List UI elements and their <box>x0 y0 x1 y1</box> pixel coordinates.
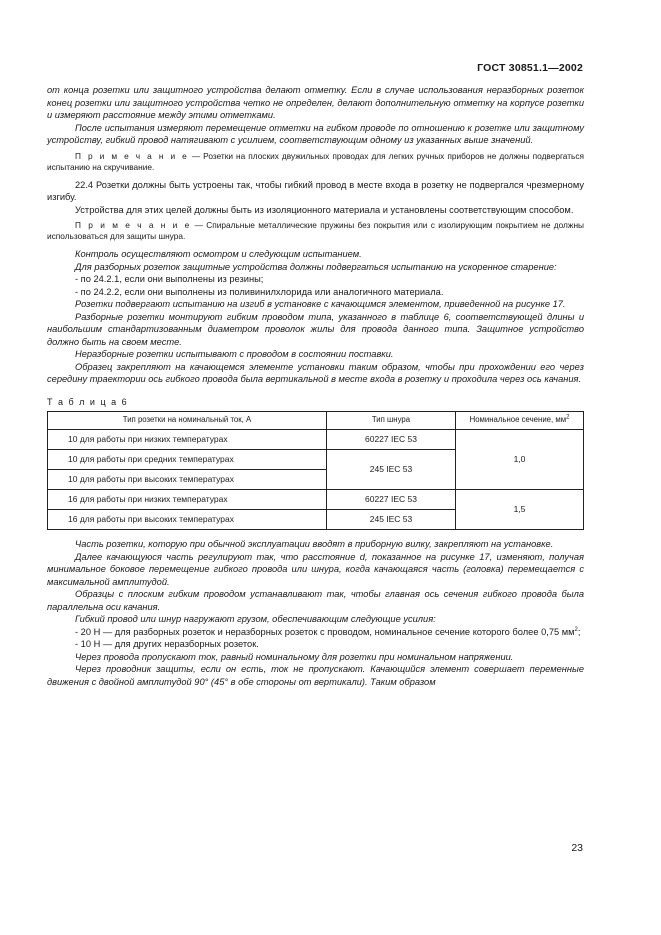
note <box>47 151 584 173</box>
list-item: - 20 Н — для разборных розеток и неразборных розеток с проводом, номинальное сечение которого более 0,75 $мм^2$; <box>75 626 581 637</box>
table-cell: 245 IEC 53 <box>327 450 456 490</box>
paragraph: Гибкий провод или шнур нагружают грузом, обеспечивающим следующие усилия: <box>75 614 436 624</box>
table-header-row <box>48 412 584 430</box>
table-cell: 10 для работы при высоких температурах <box>48 470 327 490</box>
note-text: — Спиральные металлические пружины без покрытия или с изолирующим покрытием не должны использоваться для защиты шнура. <box>47 220 584 241</box>
table-header: Номинальное сечение, $мм^2$ <box>456 412 584 430</box>
paragraph: Образцы с плоским гибким проводом устанавливают так, чтобы главная ось сечения гибкого провода была параллельна оси качания. <box>47 589 584 612</box>
table-cell: 1,5 <box>456 490 584 530</box>
table-row <box>48 490 584 510</box>
table-cell: 16 для работы при высоких температурах <box>48 510 327 530</box>
list-item: - 10 Н — для других неразборных розеток. <box>75 639 259 649</box>
table-header: Тип розетки на номинальный ток, А <box>48 412 327 430</box>
paragraph: Через проводник защиты, если он есть, ток не пропускают. Качающийся элемент совершает переменные движения с двойной амплитудой 90° (45° в обе стороны от вертикали). Таким образом <box>47 664 584 687</box>
paragraph: Разборные розетки монтируют гибким проводом типа, указанного в таблице 6, соответствующей длины и наибольшим стандартизованным диаметром проволок жилы для провода данного типа. Защитное устройство должно быть на своем месте. <box>47 311 584 347</box>
paragraph: Для разборных розеток защитные устройства должны подвергаться испытанию на ускоренное старение: <box>75 261 557 272</box>
page-number: 23 <box>571 842 583 854</box>
page-content <box>47 84 584 688</box>
paragraph: от конца розетки или защитного устройства делают отметку. Если в случае использования неразборных розеток конец розетки или защитного устройства четко не определен, делают дополнительную отметку на корпусе розетки и измеряют расстояние между этими отметками. <box>47 85 584 120</box>
table-cell: 60227 IEC 53 <box>327 490 456 510</box>
note-label: П р и м е ч а н и е <box>75 150 189 161</box>
paragraph: Далее качающуюся часть регулируют так, что расстояние d, показанное на рисунке 17, изменяют, получая минимальное боковое перемещение гибкого провода или шнура, когда качающаяся часть (головка) перемещается с максимальной амплитудой. <box>47 551 584 587</box>
paragraph: Часть розетки, которую при обычной эксплуатации вводят в приборную вилку, закрепляют на установке. <box>75 539 554 549</box>
table-cell: 10 для работы при низких температурах <box>48 430 327 450</box>
section-22-4: 22.4 Розетки должны быть устроены так, чтобы гибкий провод в месте входа в розетку не подвергался чрезмерному изгибу. <box>47 179 584 202</box>
paragraph: После испытания измеряют перемещение отметки на гибком проводе по отношению к розетке или защитному устройству, гибкий провод натягивают с усилием, соответствующим одному из указанных выше значений. <box>47 122 584 145</box>
paragraph: Контроль осуществляют осмотром и следующим испытанием. <box>75 249 362 259</box>
paragraph: Неразборные розетки испытывают с проводом в состоянии поставки. <box>75 349 394 359</box>
table-header: Тип шнура <box>327 412 456 430</box>
note <box>47 220 584 242</box>
table-caption: Т а б л и ц а 6 <box>47 396 129 407</box>
list-item: - по 24.2.1, если они выполнены из резины; <box>75 274 264 284</box>
paragraph: Розетки подвергают испытанию на изгиб в установке с качающимся элементом, приведенной на рисунке 17. <box>75 299 566 309</box>
table-cell: 245 IEC 53 <box>327 510 456 530</box>
table-row <box>48 430 584 450</box>
paragraph: Через провода пропускают ток, равный номинальному для розетки при номинальном напряжении. <box>75 651 514 662</box>
table-cell: 60227 IEC 53 <box>327 430 456 450</box>
note-text: — Розетки на плоских двужильных проводах для легких ручных приборов не должны подвергаться испытанию на скручивание. <box>47 150 585 172</box>
paragraph: Образец закрепляют на качающемся элементе установки таким образом, чтобы при прохождении его через середину траектории ось гибкого провода была вертикальной в месте входа в розетку и проходила через ось качания. <box>47 361 584 384</box>
standard-number: ГОСТ 30851.1—2002 <box>477 62 583 74</box>
paragraph: Устройства для этих целей должны быть из изоляционного материала и установлены соответствующим способом. <box>75 204 574 215</box>
table-cell: 10 для работы при средних температурах <box>48 450 327 470</box>
table-cell: 1,0 <box>456 430 584 490</box>
table-cell: 16 для работы при низких температурах <box>48 490 327 510</box>
list-item: - по 24.2.2, если они выполнены из поливинилхлорида или аналогичного материала. <box>75 286 444 297</box>
note-label: П р и м е ч а н и е <box>75 220 192 230</box>
table-6 <box>47 411 584 530</box>
